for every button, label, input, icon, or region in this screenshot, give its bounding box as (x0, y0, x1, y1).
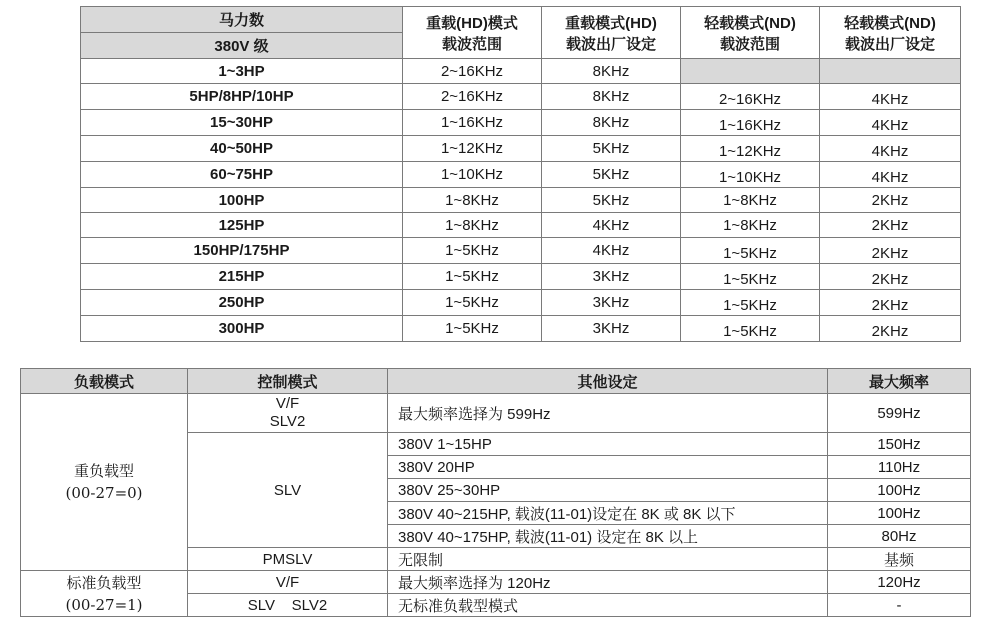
nd-range-cell: 1~12KHz (681, 136, 820, 162)
standard-load-param: (00-27=1) (65, 595, 143, 614)
table-row (81, 264, 961, 290)
table-row (81, 213, 961, 238)
table-row (81, 162, 961, 188)
header-nd-default-line2: 载波出厂设定 (844, 35, 935, 53)
standard-vf-setting: 最大频率选择为 120Hz (388, 571, 828, 594)
slv-max-freq: 100Hz (828, 479, 971, 502)
hd-default-cell: 3KHz (542, 290, 681, 316)
nd-default-cell: 2KHz (820, 316, 961, 342)
hp-cell: 5HP/8HP/10HP (81, 84, 403, 110)
nd-default-cell: 4KHz (820, 162, 961, 188)
nd-range-cell: 2~16KHz (681, 84, 820, 110)
hp-cell: 15~30HP (81, 110, 403, 136)
header-nd-default (820, 7, 961, 59)
hd-range-cell: 1~5KHz (403, 316, 542, 342)
heavy-load-label: 重负载型 (73, 462, 134, 480)
slv-setting: 380V 40~175HP, 载波(11-01) 设定在 8K 以上 (388, 525, 828, 548)
slv-setting: 380V 20HP (388, 456, 828, 479)
hd-range-cell: 1~5KHz (403, 264, 542, 290)
nd-range-cell: 1~10KHz (681, 162, 820, 188)
max-frequency-table (20, 368, 971, 617)
heavy-pmslv-control-cell: PMSLV (188, 548, 388, 571)
nd-range-cell: 1~5KHz (681, 238, 820, 264)
nd-range-cell: 1~5KHz (681, 264, 820, 290)
nd-default-cell: 4KHz (820, 136, 961, 162)
header-other-settings: 其他设定 (388, 369, 828, 394)
nd-default-cell: 2KHz (820, 290, 961, 316)
heavy-vf-label: V/F (275, 395, 300, 412)
slv-setting: 380V 40~215HP, 载波(11-01)设定在 8K 或 8K 以下 (388, 502, 828, 525)
heavy-vf-setting: 最大频率选择为 599Hz (388, 394, 828, 433)
table-row (21, 394, 971, 433)
slv-setting: 380V 25~30HP (388, 479, 828, 502)
nd-default-cell: 2KHz (820, 188, 961, 213)
table-row (81, 136, 961, 162)
slv-max-freq: 150Hz (828, 433, 971, 456)
slv-max-freq: 110Hz (828, 456, 971, 479)
hd-range-cell: 1~16KHz (403, 110, 542, 136)
header-hp: 马力数 (81, 7, 403, 33)
nd-default-cell: 2KHz (820, 213, 961, 238)
header-hd-default-line2: 载波出厂设定 (565, 35, 656, 53)
hd-default-cell: 5KHz (542, 162, 681, 188)
slv-max-freq: 80Hz (828, 525, 971, 548)
hd-range-cell: 2~16KHz (403, 59, 542, 84)
hd-default-cell: 3KHz (542, 264, 681, 290)
nd-default-cell: 4KHz (820, 110, 961, 136)
nd-range-cell-empty (681, 59, 820, 84)
nd-default-cell: 2KHz (820, 264, 961, 290)
standard-vf-control-cell: V/F (188, 571, 388, 594)
header-max-frequency: 最大频率 (828, 369, 971, 394)
hd-range-cell: 1~5KHz (403, 238, 542, 264)
hp-cell: 1~3HP (81, 59, 403, 84)
hp-cell: 250HP (81, 290, 403, 316)
header-hd-range-line2: 载波范围 (441, 35, 502, 53)
header-control-mode: 控制模式 (188, 369, 388, 394)
slv-setting: 380V 1~15HP (388, 433, 828, 456)
header-nd-default-line1: 轻载模式(ND) (844, 14, 936, 32)
hd-default-cell: 4KHz (542, 213, 681, 238)
nd-range-cell: 1~8KHz (681, 188, 820, 213)
table-row (81, 84, 961, 110)
hd-default-cell: 5KHz (542, 188, 681, 213)
table-row (81, 188, 961, 213)
header-nd-range (681, 7, 820, 59)
standard-slv-control-cell: SLV SLV2 (188, 594, 388, 617)
table-row (81, 110, 961, 136)
hp-cell: 100HP (81, 188, 403, 213)
standard-slv-setting: 无标准负载型模式 (388, 594, 828, 617)
heavy-vf-max-freq: 599Hz (828, 394, 971, 433)
heavy-load-param: (00-27=0) (65, 484, 143, 502)
hd-range-cell: 1~12KHz (403, 136, 542, 162)
hd-range-cell: 1~8KHz (403, 188, 542, 213)
table-row (81, 238, 961, 264)
nd-default-cell: 2KHz (820, 238, 961, 264)
heavy-vf-control-cell (188, 394, 388, 433)
hd-range-cell: 1~8KHz (403, 213, 542, 238)
carrier-frequency-table (80, 6, 961, 342)
pmslv-setting: 无限制 (388, 548, 828, 571)
header-hd-range (403, 7, 542, 59)
header-hd-range-line1: 重载(HD)模式 (426, 14, 518, 32)
hp-cell: 300HP (81, 316, 403, 342)
nd-default-cell-empty (820, 59, 961, 84)
header-nd-range-line2: 载波范围 (719, 35, 780, 53)
hd-default-cell: 8KHz (542, 110, 681, 136)
pmslv-max-freq: 基频 (828, 548, 971, 571)
hp-cell: 150HP/175HP (81, 238, 403, 264)
hd-range-cell: 1~5KHz (403, 290, 542, 316)
hd-default-cell: 4KHz (542, 238, 681, 264)
table-row (81, 59, 961, 84)
hp-cell: 60~75HP (81, 162, 403, 188)
hd-range-cell: 1~10KHz (403, 162, 542, 188)
slv-max-freq: 100Hz (828, 502, 971, 525)
standard-vf-max-freq: 120Hz (828, 571, 971, 594)
hp-cell: 215HP (81, 264, 403, 290)
heavy-load-mode-cell (21, 394, 188, 571)
standard-load-label: 标准负载型 (66, 573, 142, 592)
table-row (21, 571, 971, 594)
hd-default-cell: 8KHz (542, 84, 681, 110)
table-row (81, 316, 961, 342)
header-hd-default (542, 7, 681, 59)
hd-default-cell: 8KHz (542, 59, 681, 84)
nd-default-cell: 4KHz (820, 84, 961, 110)
hd-default-cell: 3KHz (542, 316, 681, 342)
heavy-slv-control-cell: SLV (188, 433, 388, 548)
hd-range-cell: 2~16KHz (403, 84, 542, 110)
nd-range-cell: 1~5KHz (681, 290, 820, 316)
hd-default-cell: 5KHz (542, 136, 681, 162)
standard-slv-max-freq: - (828, 594, 971, 617)
header-hd-default-line1: 重载模式(HD) (565, 14, 657, 32)
nd-range-cell: 1~16KHz (681, 110, 820, 136)
header-nd-range-line1: 轻载模式(ND) (704, 14, 796, 32)
header-load-mode: 负载模式 (21, 369, 188, 394)
header-voltage: 380V 级 (81, 33, 403, 59)
nd-range-cell: 1~8KHz (681, 213, 820, 238)
standard-load-mode-cell (21, 571, 188, 617)
nd-range-cell: 1~5KHz (681, 316, 820, 342)
table-row (81, 290, 961, 316)
heavy-slv2-label: SLV2 (269, 413, 306, 430)
hp-cell: 40~50HP (81, 136, 403, 162)
hp-cell: 125HP (81, 213, 403, 238)
